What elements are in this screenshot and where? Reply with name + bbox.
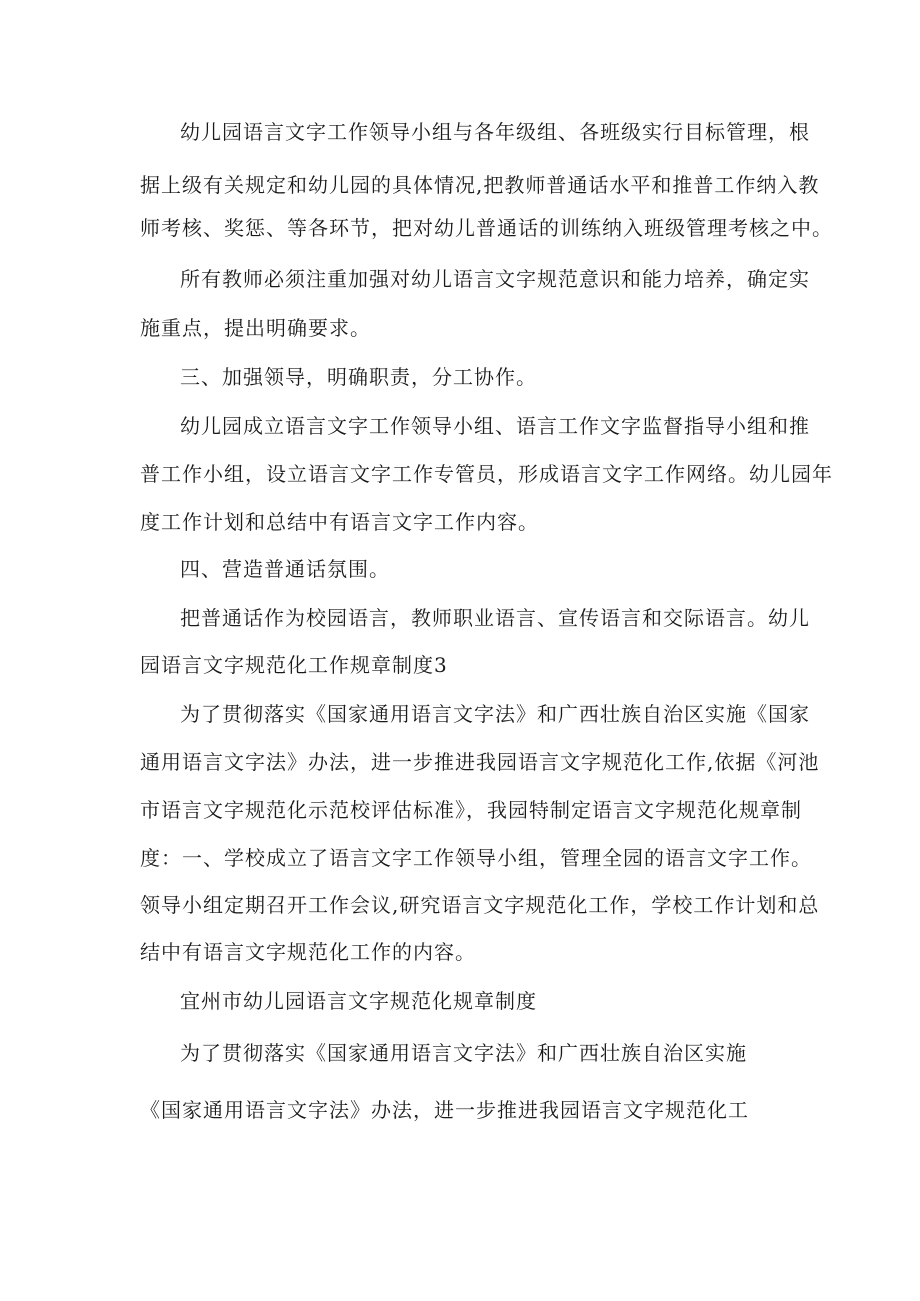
text-line: 市语言文字规范化示范校评估标准》，我园特制定语言文字规范化规章制	[140, 798, 802, 822]
text-line: 幼儿园成立语言文字工作领导小组、语言工作文字监督指导小组和推	[180, 414, 810, 438]
text-line: 施重点，提出明确要求。	[140, 316, 371, 340]
text-line: 园语言文字规范化工作规章制度3	[140, 653, 448, 677]
text-line: 师考核、奖惩、等各环节，把对幼儿普通话的训练纳入班级管理考核之中。	[140, 216, 833, 240]
text-line: 通用语言文字法》办法，进一步推进我园语言文字规范化工作,依据《河池	[140, 750, 820, 774]
text-line: 普工作小组，设立语言文字工作专管员，形成语言文字工作网络。幼儿园年	[140, 462, 833, 486]
text-line: 所有教师必须注重加强对幼儿语言文字规范意识和能力培养，确定实	[180, 267, 810, 291]
text-line: 度工作计划和总结中有语言文字工作内容。	[140, 510, 539, 534]
text-line: 度：一、学校成立了语言文字工作领导小组，管理全园的语言文字工作。	[140, 846, 812, 870]
text-line: 领导小组定期召开工作会议,研究语言文字规范化工作，学校工作计划和总	[140, 893, 820, 917]
section-heading: 四、营造普通话氛围。	[180, 557, 390, 581]
text-line: 幼儿园语言文字工作领导小组与各年级组、各班级实行目标管理，根	[180, 120, 810, 144]
text-line: 《国家通用语言文字法》办法，进一步推进我园语言文字规范化工	[140, 1098, 749, 1122]
text-line: 据上级有关规定和幼儿园的具体情况,把教师普通话水平和推普工作纳入教	[140, 173, 820, 197]
section-heading: 宜州市幼儿园语言文字规范化规章制度	[180, 989, 537, 1013]
section-heading: 三、加强领导，明确职责，分工协作。	[180, 365, 537, 389]
text-line: 为了贯彻落实《国家通用语言文字法》和广西壮族自治区实施《国家	[180, 702, 810, 726]
text-line: 结中有语言文字规范化工作的内容。	[140, 940, 476, 964]
text-line: 为了贯彻落实《国家通用语言文字法》和广西壮族自治区实施	[180, 1041, 747, 1065]
text-line: 把普通话作为校园语言，教师职业语言、宣传语言和交际语言。幼儿	[180, 606, 810, 630]
